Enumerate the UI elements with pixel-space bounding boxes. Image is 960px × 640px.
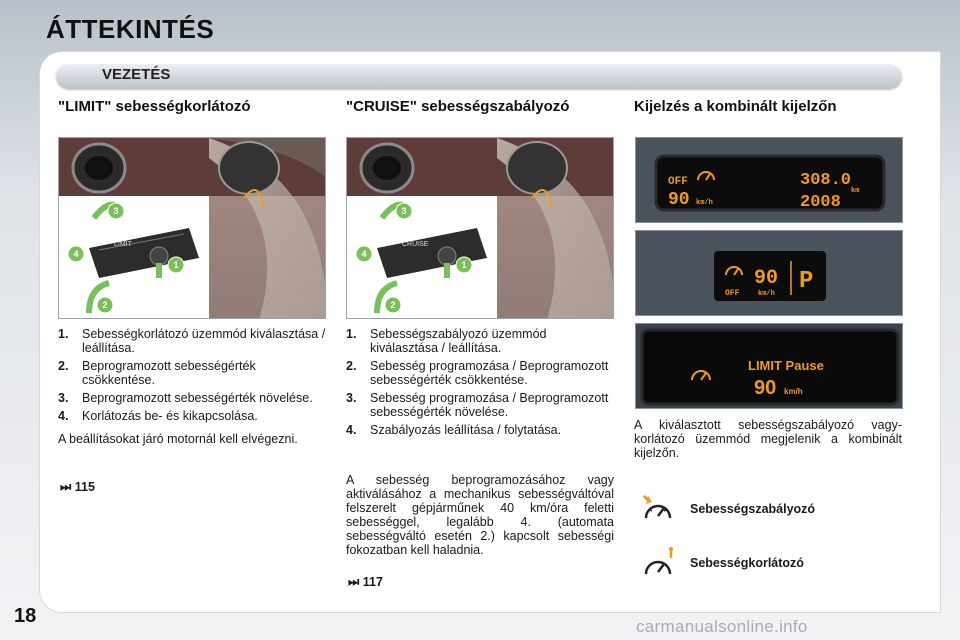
legend-limiter: [640, 546, 900, 582]
list-item: 4. Korlátozás be- és kikapcsolása.: [58, 409, 258, 423]
display-screen-1: [635, 137, 903, 223]
page-ref-icon: ⏭: [60, 480, 72, 494]
limiter-stalk-photo: [58, 137, 326, 319]
legend-cruise: [640, 492, 900, 528]
screen3-mode: LIMIT Pause: [748, 358, 824, 373]
screen1-odometer: 308.0: [800, 171, 852, 190]
callout-2: 2: [390, 300, 396, 310]
callout-4: 4: [73, 249, 79, 259]
callout-2: 2: [102, 300, 108, 310]
svg-text:LIMIT: LIMIT: [114, 241, 132, 248]
page-ref-icon: ⏭: [348, 575, 360, 589]
cruise-steps-list: [346, 327, 614, 441]
screen1-status: OFF: [668, 176, 688, 188]
callout-1: 1: [173, 260, 179, 270]
limit-steps-list: [58, 327, 326, 427]
section-bar: [56, 63, 902, 89]
list-item: 3. Beprogramozott sebességérték növelése.: [58, 391, 313, 405]
legend-limiter-label: Sebességkorlátozó: [690, 556, 804, 570]
screen1-odo-unit: km: [851, 187, 860, 195]
list-item: 2. Beprogramozott sebességérték csökkentése.: [58, 359, 256, 387]
limit-page-ref[interactable]: ⏭ 115: [60, 480, 95, 494]
screen2-unit: km/h: [758, 290, 775, 298]
svg-text:CRUISE: CRUISE: [402, 241, 429, 248]
list-item: 1. Sebességszabályozó üzemmód kiválasztása / leállítása.: [346, 327, 547, 355]
screen2-status: OFF: [725, 289, 740, 298]
screen2-gear: P: [799, 268, 814, 295]
display-screen-2: [635, 230, 903, 316]
list-item: 2. Sebesség programozása / Beprogramozott sebességérték csökkentése.: [346, 359, 609, 387]
cruise-note: A sebesség beprogramozásához vagy aktiválásához a mechanikus sebességváltóval felszerelt gépjárműnek 40 km/óra feletti sebességgel, legalább 4. (automata sebességváltó esetén 2.) kapcsolt sebességi fokozatban kell haladnia.: [346, 473, 614, 557]
screen1-trip: 2008: [800, 193, 841, 212]
callout-3: 3: [401, 206, 407, 216]
list-item: 3. Sebesség programozása / Beprogramozott sebességérték növelése.: [346, 391, 609, 419]
callout-4: 4: [361, 249, 367, 259]
cruise-control-icon: [640, 492, 680, 528]
page-title: ÁTTEKINTÉS: [46, 14, 215, 44]
screen1-speed: 90: [668, 190, 690, 210]
cruise-stalk-photo: [346, 137, 614, 319]
section-label: VEZETÉS: [102, 66, 171, 83]
legend-cruise-label: Sebességszabályozó: [690, 502, 816, 516]
limit-note: A beállításokat járó motornál kell elvégezni.: [58, 432, 298, 446]
watermark: carmanualsonline.info: [636, 617, 808, 636]
callout-1: 1: [461, 260, 467, 270]
display-screen-3: [635, 323, 903, 409]
speed-limiter-icon: [640, 546, 680, 582]
callout-3: 3: [113, 206, 119, 216]
list-item: 1. Sebességkorlátozó üzemmód kiválasztása / leállítása.: [58, 327, 326, 355]
display-heading: Kijelzés a kombinált kijelzőn: [634, 98, 837, 115]
screen1-unit: km/h: [696, 199, 713, 207]
display-note: A kiválasztott sebességszabályozó vagy-korlátozó üzemmód megjelenik a kombinált kijelzőn.: [634, 418, 902, 460]
page-number: 18: [14, 605, 37, 627]
limit-heading: "LIMIT" sebességkorlátozó: [58, 98, 251, 115]
list-item: 4. Szabályozás leállítása / folytatása.: [346, 423, 562, 437]
cruise-heading: "CRUISE" sebességszabályozó: [346, 98, 570, 115]
screen3-speed: 90: [754, 377, 777, 399]
screen3-unit: km/h: [784, 387, 803, 396]
screen2-speed: 90: [754, 267, 779, 290]
cruise-page-ref[interactable]: ⏭ 117: [348, 575, 383, 589]
